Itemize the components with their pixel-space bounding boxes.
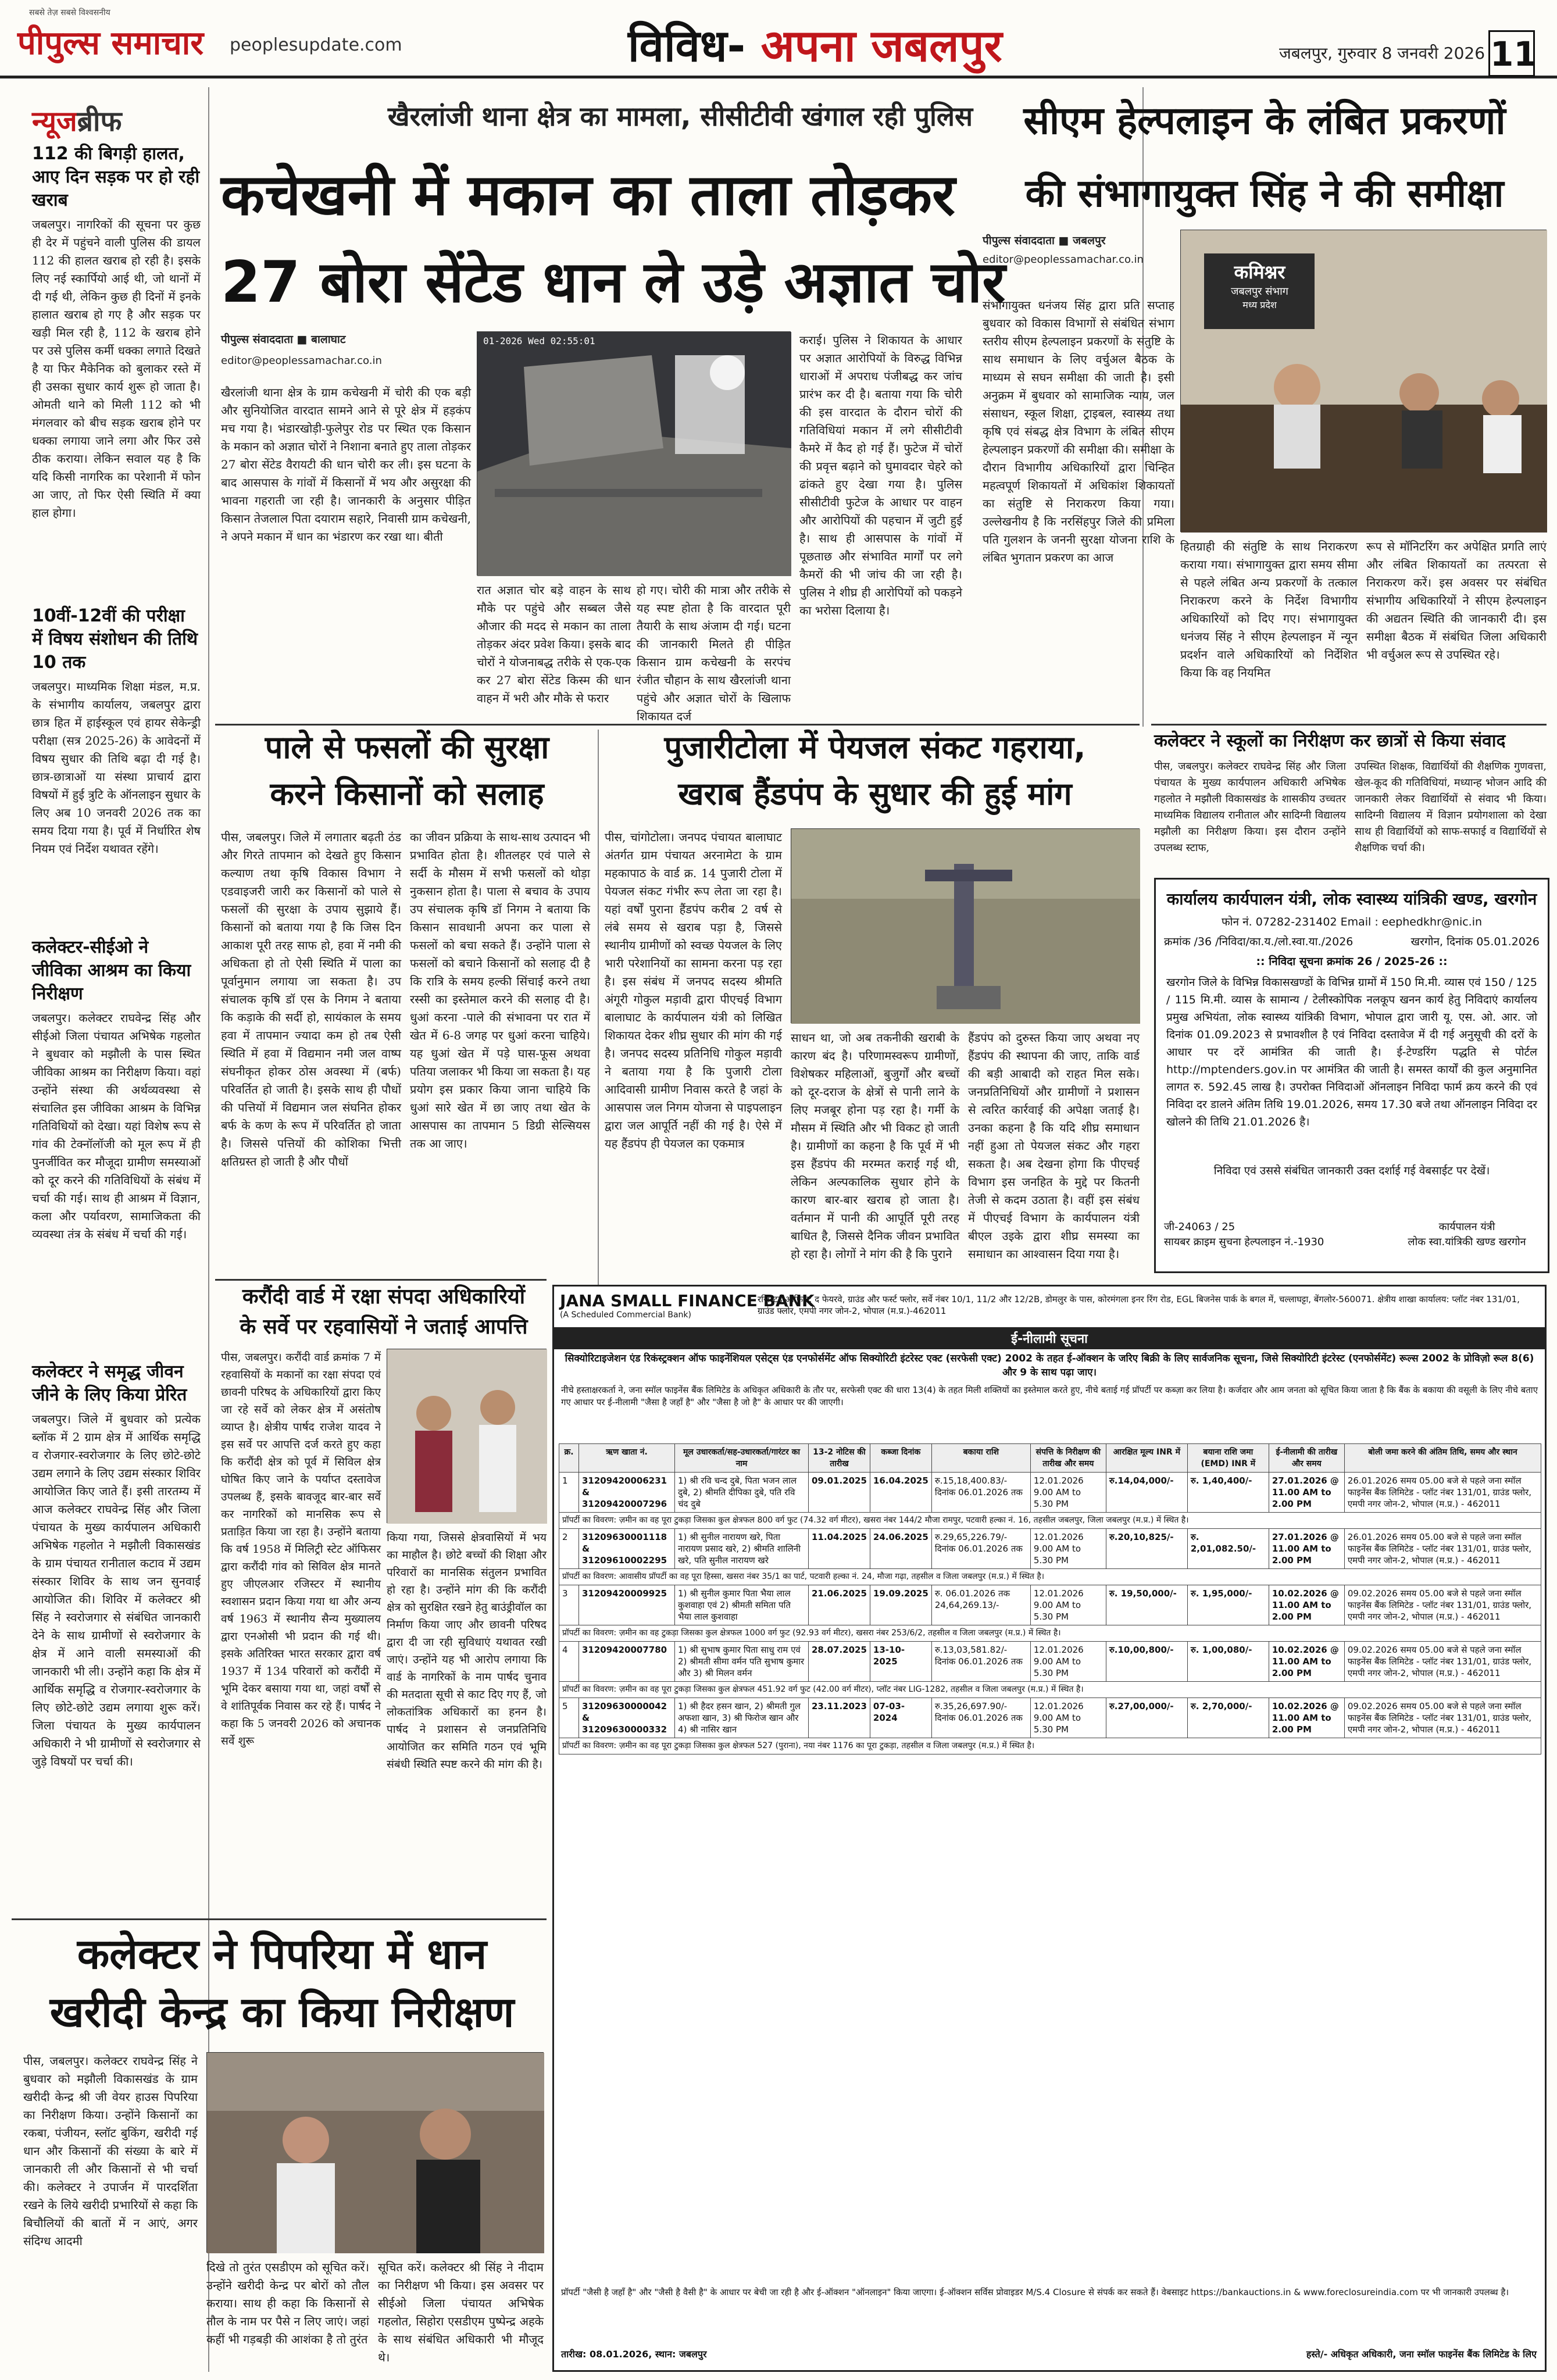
auction-cell-name: 1) श्री हैदर हसन खान, 2) श्रीमती गुल अफशा खान, 3) श्री फिरोज खान और 4) श्री नासिर खान (675, 1698, 809, 1738)
auction-cell-no: 2 (559, 1529, 579, 1569)
auction-detail-row (559, 1569, 1541, 1585)
section-divider (1151, 724, 1547, 726)
auction-detail-row (559, 1682, 1541, 1698)
auction-cell-no: 5 (559, 1698, 579, 1738)
auction-row (559, 1698, 1541, 1738)
auction-cell-auction: 10.02.2026 @ 11.00 AM to 2.00 PM (1269, 1642, 1344, 1682)
property-detail: प्रॉपर्टी का विवरण: ज़मीन का वह पूरा टुकड़ा जिसका कुल क्षेत्रफल 800 वर्ग फुट (74.32 वर्ग मीटर), खसरा नंबर 144/2 मौजा रामपुर, पटवारी हल्का नं. 16, तहसील जबलपुर, जिला जबलपुर (म.प्र.) में स्थित है। (559, 1513, 1541, 1529)
story7-column: पीस, जबलपुर। कलेक्टर राघवेन्द्र सिंह ने बुधवार को मझौली विकासखंड के ग्राम खरीदी केन्द्र श्री जी वेयर हाउस पिपरिया का निरीक्षण किया। उन्होंने किसानों का रकबा, पंजीयन, स्लॉट बुकिंग, खरीदी गई धान और किसानों की संख्या के बारे में जानकारी ली और किसानों से भी चर्चा की। कलेक्टर ने उपार्जन में पारदर्शिता रखने के लिये खरीदी प्रभारियों से कहा कि बिचौलियों की बातों में न आएं, अगर संदिग्ध आदमी (23, 2054, 198, 2248)
story4-column: पीस, जबलपुर। जिले में लगातार बढ़ती ठंड और गिरते तापमान को देखते हुए किसान कल्याण तथा कृषि विकास विभाग ने एडवाइजरी जारी कर किसानों को पाले से फसलों की सुरक्षा के उपाय सुझाये हैं। किसानों को बताया गया है कि जिस दिन आकाश पूरी तरह साफ हो, हवा में नमी की अधिकता हो तो ऐसी स्थिति में पाला का पूर्वानुमान लगाया जा सकता है। उप संचालक कृषि डॉ एस के निगम ने बताया कि कड़ाके की सर्दी हो, सायंकाल के समय हवा में तापमान ज्यादा कम हो तब ऐसी स्थिति में हवा में विद्यमान नमी जल वाष्प संघनीकृत होकर ठोस अवस्था में (बर्फ) परिवर्तित हो जाती है। इसके साथ ही पौधों की पत्तियों में विद्यमान जल संघनित होकर बर्फ के कण के रूप में परिवर्तित हो जाता है। जिससे पत्तियों की कोशिका भित्ती क्षतिग्रस्त हो जाती है और पौधों (221, 830, 401, 1168)
tender-ref: क्रमांक /36 /निविदा/का.य./लो.स्वा.या./2026 (1164, 935, 1354, 948)
auction-table-header (559, 1444, 1541, 1473)
column-header: मूल उधारकर्ता/सह-उधारकर्ता/गारंटर का नाम (675, 1444, 809, 1473)
column-header: बयाना राशि जमा (EMD) INR में (1187, 1444, 1269, 1473)
auction-cell-poss: 07-03-2024 (870, 1698, 931, 1738)
bank-signature: हस्ते/- अधिकृत अधिकारी, जना स्मॉल फाइनेंस बैंक लिमिटेड के लिए (1306, 2349, 1537, 2360)
auction-cell-no: 4 (559, 1642, 579, 1682)
brief-item (32, 142, 201, 640)
brief-body: जबलपुर। कलेक्टर राघवेन्द्र सिंह और सीईओ जिला पंचायत अभिषेक गहलोत ने बुधवार को मझौली के पास स्थित जीविका आश्रम का निरीक्षण किया। वहां उन्होंने संस्था की अर्थव्यवस्था से संचालित इस जीविका आश्रम के विभिन्न गतिविधियों को देखा। यहां विशेष रूप से गांव की टेक्नॉलॉजी को मूल रूप में ही पुनर्जीवित कर मौजूदा ग्रामीण समस्याओं को दूर करने की गतिविधियों के संबंध में चर्चा की गई। साथ ही आश्रम में विज्ञान, कला और पर्यावरण, सामाजिकता की व्यवस्था तंत्र के संबंध में चर्चा की गई। (32, 1011, 201, 1241)
story3-column: उपस्थित शिक्षक, विद्यार्थियों की शैक्षणिक गुणवत्ता, खेल-कूद की गतिविधियां, मध्यान्ह भोजन आदि की जानकारी लेकर विद्यार्थियों से संवाद भी किया। सादिग्नी विद्यालय में विज्ञान प्रयोगशाला को देखा साथ ही विद्यार्थियों को साफ-सफाई व विद्यार्थियों से शैक्षणिक चर्चा की। (1355, 760, 1547, 854)
story7-column: दिखे तो तुरंत एसडीएम को सूचित करें। उन्होंने खरीदी केन्द्र पर बोरों को तौल कराया। साथ ही कहा कि किसानों से तौल के नाम पर पैसे न लिए जाएं। जहां कहीं भी गड़बड़ी की आशंका है तो तुरंत (206, 2260, 369, 2346)
auction-cell-due: रु.13,03,581.82/- दिनांक 06.01.2026 तक (931, 1642, 1030, 1682)
story6-column: पीस, जबलपुर। करौंदी वार्ड क्रमांक 7 में रहवासियों के मकानों का रक्षा संपदा एवं छावनी परिषद के अधिकारियों द्वारा किए जा रहे सर्वे को लेकर क्षेत्र में असंतोष व्याप्त है। क्षेत्रीय पार्षद राजेश यादव ने इस सर्वे पर आपत्ति दर्ज करते हुए कहा कि करौंदी क्षेत्र को पूर्व में सिविल क्षेत्र घोषित किए जाने के पर्याप्त दस्तावेज उपलब्ध हैं, इसके बावजूद बार-बार सर्वे कर नागरिकों को मानसिक रूप से प्रताड़ित किया जा रहा है। उन्होंने बताया कि वर्ष 1958 में मिलिट्री स्टेट ऑफिसर द्वारा करौंदी गांव को सिविल क्षेत्र मानते हुए जीएलआर रजिस्टर में स्थानीय स्वशासन प्रदान किया गया था और अन्य वर्ष 1963 में स्थानीय सैन्य मुख्यालय द्वारा एनओसी भी प्रदान की गई थी। इसके अतिरिक्त भारत सरकार द्वारा वर्ष 1937 में 134 परिवारों को करौंदी में भूमि देकर बसाया गया था, जहां वर्षों से वे शांतिपूर्वक निवास कर रहे हैं। पार्षद ने कहा कि 5 जनवरी 2026 को अचानक सर्वे शुरू (221, 1351, 381, 1748)
auction-cell-auction: 27.01.2026 @ 11.00 AM to 2.00 PM (1269, 1473, 1344, 1513)
masthead (0, 0, 1557, 78)
bank-place-date: तारीख: 08.01.2026, स्थान: जबलपुर (561, 2349, 707, 2360)
auction-cell-due: रु.15,18,400.83/- दिनांक 06.01.2026 तक (931, 1473, 1030, 1513)
auction-cell-name: 1) श्री सुभाष कुमार पिता साधु राम एवं 2) श्रीमती सीमा वर्मन पति सुभाष कुमार और 3) श्री मिलन वर्मन (675, 1642, 809, 1682)
auction-detail-row (559, 1738, 1541, 1754)
auction-cell-last: 09.02.2026 समय 05.00 बजे से पहले जना स्मॉल फाइनेंस बैंक लिमिटेड - प्लॉट नंबर 131/01, ग्राउंड फ्लोर, एमपी नगर जोन-2, भोपाल (म.प्र.) - 462011 (1344, 1585, 1541, 1625)
story3-column: पीस, जबलपुर। कलेक्टर राघवेन्द्र सिंह और जिला पंचायत के मुख्य कार्यपालन अधिकारी अभिषेक गहलोत ने मझौली विकासखंड के शासकीय उच्चतर माध्यमिक विद्यालय रानीताल और सादिग्नी विद्यालय मझौली का निरीक्षण किया। इस दौरान उन्होंने उपलब्ध स्टाफ, (1154, 760, 1346, 854)
brief-headline: कलेक्टर ने समृद्ध जीवन जीने के लिए किया प्रेरित (32, 1361, 187, 1405)
handpump-image (791, 829, 1140, 1024)
story5-column: साधन था, जो अब तकनीकी खराबी के कारण बंद है। परिणामस्वरूप ग्रामीणों, विशेषकर महिलाओं, बुजुर्गों और बच्चों को दूर-दराज के क्षेत्रों से पानी लाने के लिए मजबूर होना पड़ रहा है। गर्मी के मौसम में स्थिति और भी विकट हो जाती है। ग्रामीणों का कहना है कि पूर्व में भी इस हैंडपंप की मरम्मत कराई गई थी, लेकिन अल्पकालिक सुधार होने के कारण बार-बार खराब हो जाता है। वर्तमान में पानी की आपूर्ति पूरी तरह बाधित है, जिससे दैनिक जीवन प्रभावित हो रहा है। लोगों ने मांग की है कि पुराने (791, 1031, 959, 1261)
tender-footer-text: कार्यपालन यंत्री (1438, 1221, 1495, 1233)
auction-cell-emd: रु. 2,01,082.50/- (1187, 1529, 1269, 1569)
story2-byline-block (983, 233, 1174, 266)
auction-cell-auction: 10.02.2026 @ 11.00 AM to 2.00 PM (1269, 1585, 1344, 1625)
bank-intro: नीचे हस्ताक्षरकर्ता ने, जना स्मॉल फाइनेंस बैंक लिमिटेड के अधिकृत अधिकारी के तौर पर, सरफेसी एक्ट की धारा 13(4) के तहत मिली शक्तियों का इस्तेमाल करते हुए, नीचे बताई गई प्रॉपर्टी पर कब्ज़ा कर लिया है। कर्जदार और आम जनता को सूचित किया जाता है कि बैंक के बकाया की वसूली के लिए नीचे बताए गए आधार पर ई-नीलामी "जैसा है जहाँ है" और "जैसा है जो है" के आधार पर की जाएगी। (561, 1385, 1538, 1407)
column-header: बोली जमा करने की अंतिम तिथि, समय और स्थान (1344, 1444, 1541, 1473)
brief-body: जबलपुर। माध्यमिक शिक्षा मंडल, म.प्र. के संभागीय कार्यालय, जबलपुर द्वारा छात्र हित में हाईस्कूल एवं हायर सेकेन्ड्री परीक्षा (सत्र 2025-26) के आवेदनों में विषय सुधार की तिथि बढ़ा दी गई है। छात्र-छात्राओं या संस्था प्राचार्य द्वारा विषयों में हुई त्रुटि के ऑनलाइन सुधार के लिए अब 10 जनवरी 2026 तक का समय दिया गया है। पूर्व में निर्धारित शेष नियम एवं निर्देश यथावत रहेंगे। (32, 680, 201, 856)
auction-cell-insp: 12.01.2026 9.00 AM to 5.30 PM (1030, 1585, 1106, 1625)
auction-cell-last: 26.01.2026 समय 05.00 बजे से पहले जना स्मॉल फाइनेंस बैंक लिमिटेड - प्लॉट नंबर 131/01, ग्राउंड फ्लोर, एमपी नगर जोन-2, भोपाल (म.प्र.) - 462011 (1344, 1529, 1541, 1569)
auction-cell-no: 1 (559, 1473, 579, 1513)
story2-column: रूप से मॉनिटरिंग कर अपेक्षित प्रगति लाएं और लंबित शिकायतों का तत्परता से निराकरण करें। इस अवसर पर संबंधित संभागीय अधिकारियों ने सीएम हेल्पलाइन की अद्यतन स्थिति की जानकारी दी। इस समीक्षा बैठक में संबंधित जिला अधिकारी भी वर्चुअल रूप से उपस्थित रहे। (1366, 539, 1547, 662)
tender-footer-left (1164, 1220, 1324, 1250)
bank-address: रजिस्टर्ड ऑफिस: द फेयरवे, ग्राउंड और फर्स्ट फ्लोर, सर्वे नंबर 10/1, 11/2 और 12/2B, डोमलुर के पास, कोरमंगला इनर रिंग रोड, EGL बिजनेस पार्क के बगल में, चल्लाघट्टा, बेंगलोर-560071. क्षेत्रीय शाखा कार्यालय: प्लॉट नंबर 131/01, ग्राउंड फ्लोर, एमपी नगर जोन-2, भोपाल (म.प्र.)-462011 (758, 1294, 1520, 1316)
section-divider (215, 1279, 547, 1281)
auction-cell-reserve: रु.10,00,800/- (1106, 1642, 1187, 1682)
story4-headline-1[interactable]: पाले से फसलों की सुरक्षा (265, 729, 549, 766)
column-header: कब्जा दिनांक (870, 1444, 931, 1473)
column-header: ई-नीलामी की तारीख और समय (1269, 1444, 1344, 1473)
story7-headline-2[interactable]: खरीदी केन्द्र का किया निरीक्षण (49, 1988, 515, 2036)
auction-cell-poss: 16.04.2025 (870, 1473, 931, 1513)
story3-headline[interactable]: कलेक्टर ने स्कूलों का निरीक्षण कर छात्रों से किया संवाद (1154, 731, 1506, 751)
bank-name-text: JANA SMALL FINANCE BANK (560, 1291, 815, 1310)
auction-cell-insp: 12.01.2026 9.00 AM to 5.30 PM (1030, 1529, 1106, 1569)
story1-headline-2[interactable]: 27 बोरा सेंटेड धान ले उड़े अज्ञात चोर (221, 249, 1006, 316)
auction-detail-row (559, 1625, 1541, 1642)
handpump-photo (791, 828, 1140, 1023)
auction-cell-d132: 23.11.2023 (809, 1698, 870, 1738)
auction-cell-loan: 31209420007780 (579, 1642, 675, 1682)
byline-email: editor@peoplessamachar.co.in (983, 253, 1144, 266)
auction-cell-d132: 09.01.2025 (809, 1473, 870, 1513)
story7-photo (206, 2052, 544, 2253)
auction-cell-insp: 12.01.2026 9.00 AM to 5.30 PM (1030, 1473, 1106, 1513)
property-detail: प्रॉपर्टी का विवरण: ज़मीन का वह टुकड़ा जिसका कुल क्षेत्रफल 1000 वर्ग फुट (92.93 वर्ग मीटर), खसरा नंबर 253/6/2, तहसील व जिला जबलपुर (म.प्र.) में स्थित है। (559, 1625, 1541, 1642)
section-title-a: विविध- (628, 20, 746, 72)
auction-cell-reserve: रु. 19,50,000/- (1106, 1585, 1187, 1625)
auction-detail-row (559, 1513, 1541, 1529)
auction-table-body (559, 1473, 1541, 1754)
byline-email: editor@peoplessamachar.co.in (221, 355, 382, 367)
column-header: क्र. (559, 1444, 579, 1473)
byline: पीपुल्स संवाददाता ■ बालाघाट (221, 333, 346, 346)
story1-kicker: खैरलांजी थाना क्षेत्र का मामला, सीसीटीवी खंगाल रही पुलिस (387, 101, 973, 132)
story1-column: हो गए। चोरी की मात्रा और तरीके से यह स्पष्ट होता है कि वारदात पूरी तैयारी के साथ अंजाम दी गई। घटना की जानकारी मिलते ही पीड़ित किसान ग्राम कचेखनी के सरपंच रंजीत चौहान के साथ खैरलांजी थाना पहुंचे और अज्ञात चोरों के खिलाफ शिकायत दर्ज (637, 583, 791, 723)
auction-row (559, 1642, 1541, 1682)
photo-sign-line: मध्य प्रदेश (1242, 299, 1277, 310)
brief-headline: 10वीं-12वीं की परीक्षा में विषय संशोधन की तिथि 10 तक (32, 606, 198, 673)
story5-column: पीस, चांगोटोला। जनपद पंचायत बालाघाट अंतर्गत ग्राम पंचायत अरनामेटा के ग्राम महकापाठ के वार्ड क्र. 14 पुजारी टोला में पेयजल संकट गंभीर रूप लेता जा रहा है। यहां वर्षों पुराना हैंडपंप करीब 2 वर्ष से लंबे समय से खराब पड़ा है, जिससे स्थानीय ग्रामीणों को स्वच्छ पेयजल के लिए भारी परेशानियों का सामना करना पड़ रहा है। इस संबंध में जनपद सदस्य श्रीमति अंगूरी गोकुल मड़ावी द्वारा पीएचई विभाग बालाघाट के कार्यपालन यंत्री को लिखित शिकायत देकर शीघ्र सुधार की मांग की गई है। जनपद सदस्य प्रतिनिधि गोकुल मड़ावी ने बताया गया है कि पुजारी टोला आदिवासी ग्रामीण निवास करते है जहां के आसपास जल निगम योजना से पाइपलाइन द्वारा जल आपूर्ति नहीं की गई है। ऐसे में यह हैंडपंप ही पेयजल का एकमात्र (605, 830, 782, 1150)
story1-photo (477, 331, 791, 576)
story2-headline-1[interactable]: सीएम हेल्पलाइन के लंबित प्रकरणों (1023, 98, 1506, 143)
auction-cell-auction: 27.01.2026 @ 11.00 AM to 2.00 PM (1269, 1529, 1344, 1569)
property-detail: प्रॉपर्टी का विवरण: आवासीय प्रॉपर्टी का वह पूरा हिस्सा, खसरा नंबर 35/1 का पार्ट, पटवारी हल्का नं. 24, मौजा गढ़ा, तहसील व जिला जबलपुर (म.प्र.) में स्थित है। (559, 1569, 1541, 1585)
auction-cell-d132: 28.07.2025 (809, 1642, 870, 1682)
auction-cell-due: रु.35,26,697.90/- दिनांक 06.01.2026 तक (931, 1698, 1030, 1738)
story1-column: कराई। पुलिस ने शिकायत के आधार पर अज्ञात आरोपियों के विरुद्ध विभिन्न धाराओं में अपराध पंजीबद्ध कर जांच प्रारंभ कर दी है। बताया गया कि चोरी की इस वारदात के दौरान चोरों की गतिविधियां मकान में लगे सीसीटीवी कैमरे में कैद हो गई हैं। फुटेज में चोरों की प्रवृत्त बढ़ाने को घुमावदार चेहरे को ढांकते हुए देखा गया है। पुलिस सीसीटीवी फुटेज के आधार पर वाहन और आरोपियों की पहचान में जुटी हुई है। साथ ही आसपास के गांवों में पूछताछ और संभावित मार्गों पर लगे कैमरों की भी जांच की जा रही है। पुलिस ने शीघ्र ही आरोपियों को पकड़ने का भरोसा दिलाया है। (799, 333, 962, 617)
auction-table (559, 1443, 1541, 1754)
auction-cell-loan: 31209420009925 (579, 1585, 675, 1625)
auction-cell-poss: 19.09.2025 (870, 1585, 931, 1625)
auction-cell-reserve: रु.14,04,000/- (1106, 1473, 1187, 1513)
tender-notice (1154, 878, 1549, 1273)
auction-cell-last: 09.02.2026 समय 05.00 बजे से पहले जना स्मॉल फाइनेंस बैंक लिमिटेड - प्लॉट नंबर 131/01, ग्राउंड फ्लोर, एमपी नगर जोन-2, भोपाल (म.प्र.) - 462011 (1344, 1642, 1541, 1682)
story2-column: संभागायुक्त धनंजय सिंह द्वारा प्रति सप्ताह बुधवार को विकास विभागों से संबंधित संभाग स्तरीय सीएम हेल्पलाइन प्रकरणों के संतुष्टि के साथ समाधान के लिए वर्चुअल बैठक के माध्यम से सघन समीक्षा की जाती है। इसी अनुक्रम में बुधवार को सामाजिक न्याय, जल संसाधन, स्कूल शिक्षा, ट्राइबल, स्वास्थ्य तथा कृषि एवं संबद्ध क्षेत्र विभाग के लंबित सीएम हेल्पलाइन प्रकरणों की समीक्षा की। समीक्षा के दौरान विभागीय अधिकारियों द्वारा चिन्हित महत्वपूर्ण शिकायतों में अधिकांश शिकायतों का संतुष्टि से निराकरण किया गया। उल्लेखनीय है कि नरसिंहपुर जिले की प्रमिला पति गुलशन के जननी सुरक्षा योजना राशि के लंबित भुगतान प्रकरण का आज (983, 298, 1174, 564)
brief-body: जबलपुर। नागरिकों की सूचना पर कुछ ही देर में पहुंचने वाली पुलिस की डायल 112 की हालत खराब हो रही है। इसके लिए नई स्कार्पियो आई थी, जो थानों में दी गई थी, लेकिन कुछ ही दिनों में इनके हालात खराब हो गए है और सड़क पर खड़ी मिल रही है, 112 के खराब होने पर उसे पुलिस कर्मी धक्का लगाते दिखते है या फिर मैकेनिक को बुलाकर रस्ते में ही उसका सुधार कार्य शुरू हो जाता है। ओमती थाने को मिली 112 को भी मंगलवार को बीच सड़क खराब होने पर धक्का लगाया जाने लगा और फिर उसे ठीक कराया। लेकिन सवाल यह है कि यदि किसी नागरिक का परेशानी में फोन आ जाए, तो फिर ऐसी स्थिति में क्या हाल होगा। (32, 217, 201, 520)
brief-headline: कलेक्टर-सीईओ ने जीविका आश्रम का किया निरीक्षण (32, 937, 191, 1004)
brief-item (32, 605, 201, 963)
bank-notice-label: ई-नीलामी सूचना (554, 1327, 1545, 1349)
auction-cell-poss: 13-10-2025 (870, 1642, 931, 1682)
story2-headline-2[interactable]: की संभागायुक्त सिंह ने की समीक्षा (1025, 171, 1504, 216)
auction-cell-loan: 31209420006231 & 31209420007296 (579, 1473, 675, 1513)
column-header: संपत्ति के निरीक्षण की तारीख और समय (1030, 1444, 1106, 1473)
page-number: 11 (1488, 30, 1535, 77)
news-brief-title (32, 102, 122, 140)
column-header: बकाया राशि (931, 1444, 1030, 1473)
auction-cell-name: 1) श्री सुनील नारायण खरे, पिता नारायण प्रसाद खरे, 2) श्रीमति शालिनी खरे, पति सुनील नारायण खरे (675, 1529, 809, 1569)
bank-auction-notice (552, 1285, 1547, 2372)
story6-column: किया गया, जिससे क्षेत्रवासियों में भय का माहौल है। छोटे बच्चों की शिक्षा और परिवारों का मानसिक संतुलन प्रभावित हो रहा है। उन्होंने मांग की कि करौंदी क्षेत्र को सुरक्षित रखने हेतु बाउंड्रीवॉल का निर्माण किया जाए और छावनी परिषद द्वारा दी जा रही सुविधाएं यथावत रखी जाएं। उन्होंने यह भी आरोप लगाया कि वार्ड के नागरिकों के नाम पार्षद चुनाव की मतदाता सूची से काट दिए गए हैं, जो लोकतांत्रिक अधिकारों का हनन है। पार्षद ने प्रशासन से जनप्रतिनिधि आयोजित कर समिति गठन एवं भूमि संबंधी स्थिति स्पष्ट करने की मांग की है। (387, 1531, 547, 1771)
story2-column: हितग्राही की संतुष्टि के साथ निराकरण कराया गया। संभागायुक्त द्वारा समय सीमा से पहले लंबित अन्य प्रकरणों के तत्काल निराकरण करने के निर्देश विभागीय अधिकारियों को दिए गए। संभागायुक्त धनंजय सिंह ने सीएम हेल्पलाइन में न्यून प्रदर्शन वाले अधिकारियों को निर्देशित किया कि वह नियमित (1180, 539, 1358, 680)
tender-note: निविदा एवं उससे संबंधित जानकारी उक्त दर्शाई गई वेबसाईट पर देखें। (1213, 1164, 1490, 1177)
auction-cell-auction: 10.02.2026 @ 11.00 AM to 2.00 PM (1269, 1698, 1344, 1738)
section-divider (215, 724, 1140, 726)
auction-cell-loan: 31209630001118 & 31209610002295 (579, 1529, 675, 1569)
brief-item (32, 1360, 201, 1957)
photo-sign (1209, 259, 1310, 311)
story1-column: खैरलांजी थाना क्षेत्र के ग्राम कचेखनी में चोरी की एक बड़ी और सुनियोजित वारदात सामने आने से पूरे क्षेत्र में हड़कंप मच गया है। भंडारखोड़ी-फुलेपुर रोड पर स्थित एक किसान के मकान को अज्ञात चोरों ने निशाना बनाते हुए ताला तोड़कर 27 बोरा सेंटेड वैरायटी की धान चोरी कर ली। इस घटना के बाद आसपास के गांवों में किसानों में भय और असुरक्षा की भावना गहराती जा रही है। जानकारी के अनुसार पीड़ित किसान तेजलाल पिता दयाराम सहारे, निवासी ग्राम कचेखनी, ने अपने मकान में धान का भंडारण कर रखा था। बीती (221, 385, 471, 544)
tender-body: खरगोन जिले के विभिन्न विकासखण्डों के विभिन्न ग्रामों में 150 मि.मी. व्यास एवं 150 / 125 / 115 मि.मी. व्यास के सामान्य / टेलीस्कोपिक नलकूप खनन कार्य हेतु निविदाएं कार्यालय प्रमुख अभियंता, लोक स्वास्थ्य यांत्रिकी विभाग, भोपाल द्वारा जारी यू. एस. ओ. आर. जो दिनांक 01.09.2023 से प्रभावशील है एवं निविदा दस्तावेज में दी गई अनुसूची की दरों के आधार पर दरें आमंत्रित की जाती है। ई-टेण्डरिंग पद्धति से पोर्टल http://mptenders.gov.in पर आमंत्रित की जाती है। समस्त कार्यों की कुल अनुमानित लागत रु. 592.45 लाख है। उपरोक्त निविदाओं ऑनलाइन निविदा फार्म क्रय करने की एवं निविदा दर डालने अंतिम तिथि 19.01.2026, समय 17.30 बजे तथा ऑनलाइन निविदा दर खोलने की तिथि 21.01.2026 है। (1166, 976, 1538, 1128)
brief-title-b: ब्रीफ (77, 105, 122, 138)
auction-cell-no: 3 (559, 1585, 579, 1625)
story6-headline-2[interactable]: के सर्वे पर रहवासियों ने जताई आपत्ति (240, 1315, 528, 1339)
story4-headline-2[interactable]: करने किसानों को सलाह (270, 776, 544, 812)
tender-date: खरगोन, दिनांक 05.01.2026 (1410, 935, 1540, 948)
auction-cell-insp: 12.01.2026 9.00 AM to 5.30 PM (1030, 1698, 1106, 1738)
story1-headline-1[interactable]: कचेखनी में मकान का ताला तोड़कर (221, 162, 955, 228)
auction-cell-emd: रु. 2,70,000/- (1187, 1698, 1269, 1738)
brief-body: जबलपुर। जिले में बुधवार को प्रत्येक ब्लॉक में 2 ग्राम क्षेत्र में आर्थिक समृद्धि व रोजगार-स्वरोजगार के लिए छोटे-छोटे उद्यम लगाने के लिए उद्यम संस्कार शिविर आयोजित किए जाते हैं। इसी तारतम्य में आज कलेक्टर राघवेन्द्र सिंह और जिला पंचायत के मुख्य कार्यपालन अधिकारी अभिषेक गहलोत ने मझौली विकासखंड के ग्राम पंचायत रानीताल कटाव में उद्यम संस्कार शिविर के साथ जन सुनवाई आयोजित की। शिविर में कलेक्टर श्री सिंह ने स्वरोजगार से संबंधित जानकारी देने के साथ ग्रामीणों से स्वरोजगार के क्षेत्र में आने वाली समस्याओं की जानकारी भी ली। उन्होंने कहा कि क्षेत्र में आर्थिक समृद्धि व रोजगार-स्वरोजगार के लिए छोटे-छोटे उद्यम लगाया शुरू करें। जिला पंचायत के मुख्य कार्यपालन अधिकारी ने भी ग्रामीणों से स्वरोजगार से जुड़े विषयों पर चर्चा की। (32, 1412, 201, 1768)
auction-cell-d132: 21.06.2025 (809, 1585, 870, 1625)
brief-item (32, 936, 201, 1381)
story5-headline-2[interactable]: खराब हैंडपंप के सुधार की हुई मांग (678, 776, 1072, 812)
column-divider (598, 730, 599, 1288)
bank-footer-note: प्रॉपर्टी "जैसी है जहाँ है" और "जैसी है वैसी है" के आधार पर बेची जा रही है और ई-ऑक्शन "ऑनलाइन" किया जाएगा। ई-ऑक्शन सर्विस प्रोवाइडर M/S.4 Closure से संपर्क कर सकते हैं। वेबसाइट https://bankauctions.in & www.foreclosureindia.com पर भी जानकारी उपलब्ध है। (561, 2287, 1509, 2297)
site-url[interactable]: peoplesupdate.com (230, 35, 402, 55)
story5-column: हैंडपंप को दुरुस्त किया जाए अथवा नए हैंडपंप की स्थापना की जाए, ताकि वार्ड की बड़ी आबादी को राहत मिल सके। जनप्रतिनिधियों और ग्रामीणों ने प्रशासन से त्वरित कार्रवाई की अपेक्षा जताई है। उनका कहना है कि यदि शीघ्र समाधान नहीं हुआ तो पेयजल संकट और गहरा सकता है। अब देखना होगा कि पीएचई विभाग इस जनहित के मुद्दे पर कितनी तेजी से कदम उठाता है। वहीं इस संबंध में पीएचई विभाग के कार्यपालन यंत्री बीएल उइके द्वारा शीघ्र समस्या का समाधान का आश्वासन दिया गया है। (968, 1031, 1140, 1261)
story4-column: का जीवन प्रक्रिया के साथ-साथ उत्पादन भी प्रभावित होता है। शीतलहर एवं पाले से सर्दी के मौसम में सभी फसलों को थोड़ा नुकसान होता है। पाला से बचाव के उपाय उप संचालक कृषि डॉ निगम ने बताया कि किसान सावधानी अपना कर पाला से फसलों को बचा सकते हैं। उन्होंने पाला से फसलों को बचाने किसानों को सलाह दी है कि रात्रि के समय हल्की सिंचाई करने तथा रस्सी का इस्तेमाल करने की सलाह दी है। धुआं करना -पाले की संभावना पर रात में खेत में 6-8 जगह पर धुआं करना चाहिये। यह धुआं खेत में पड़े घास-फूस अथवा पतिया जलाकर भी किया जा सकता है। यह प्रयोग इस प्रकार किया जाना चाहिये कि धुआं सारे खेत में छा जाए तथा खेत के आसपास का तापमान 5 डिग्री सेल्सियस तक आ जाए। (410, 830, 590, 1150)
auction-cell-reserve: रु.20,10,825/- (1106, 1529, 1187, 1569)
byline: पीपुल्स संवाददाता ■ जबलपुर (983, 234, 1106, 247)
inspection-image (207, 2053, 544, 2253)
tender-phone: फोन नं. 07282-231402 Email : eephedkhr@nic.in (1221, 916, 1483, 928)
auction-cell-name: 1) श्री रवि चन्द दुबे, पिता भजन लाल दुबे, 2) श्रीमति दीपिका दुबे, पति रवि चंद दुबे (675, 1473, 809, 1513)
tender-ref-row (1156, 931, 1548, 953)
tender-title: कार्यालय कार्यपालन यंत्री, लोक स्वास्थ्य यांत्रिकी खण्ड, खरगोन (1166, 889, 1537, 909)
story2-photo (1180, 230, 1547, 532)
auction-cell-last: 26.01.2026 समय 05.00 बजे से पहले जना स्मॉल फाइनेंस बैंक लिमिटेड - प्लॉट नंबर 131/01, ग्राउंड फ्लोर, एमपी नगर जोन-2, भोपाल (म.प्र.) - 462011 (1344, 1473, 1541, 1513)
column-header: ऋण खाता नं. (579, 1444, 675, 1473)
tender-footer-text: सायबर क्राइम सुचना हेल्पलाइन नं.-1930 (1164, 1236, 1324, 1248)
tender-footer-right (1388, 1220, 1545, 1250)
logo-text: पीपुल्स समाचार (17, 24, 204, 62)
delegation-image (387, 1349, 547, 1524)
auction-cell-emd: रु. 1,95,000/- (1187, 1585, 1269, 1625)
property-detail: प्रॉपर्टी का विवरण: ज़मीन का वह पूरा टुकड़ा जिसका कुल क्षेत्रफल 527 (पुराना), नया नंबर 1176 का पूरा टुकड़ा, तहसील व जिला जबलपुर (म.प्र.) में स्थित है। (559, 1738, 1541, 1754)
bank-notice-title: सिक्योरिटाइजेशन एंड रिकंस्ट्रक्शन ऑफ फाइनेंशियल एसेट्स एंड एनफोर्समेंट ऑफ सिक्योरिटी इंटरेस्ट एक्ट (सरफेसी एक्ट) 2002 के तहत ई-ऑक्शन के जरिए बिक्री के लिए सार्वजनिक सूचना, जिसे सिक्योरिटी इंटरेस्ट (एनफोर्समेंट) रूल्स 2002 के प्रोविज़ो रूल 8(6) और 9 के साथ पढ़ा जाए। (565, 1353, 1534, 1378)
photo-sign-line: कमिश्नर (1234, 261, 1285, 283)
auction-cell-name: 1) श्री सुनील कुमार पिता भैया लाल कुशवाहा एवं 2) श्रीमती समिता पति भैया लाल कुशवाहा (675, 1585, 809, 1625)
brief-title-a: न्यूज (32, 105, 77, 138)
story6-headline-1[interactable]: करौंदी वार्ड में रक्षा संपदा अधिकारियों (242, 1285, 526, 1309)
tender-notice-number: :: निविदा सूचना क्रमांक 26 / 2025-26 :: (1256, 955, 1448, 968)
auction-cell-last: 09.02.2026 समय 05.00 बजे से पहले जना स्मॉल फाइनेंस बैंक लिमिटेड - प्लॉट नंबर 131/01, ग्राउंड फ्लोर, एमपी नगर जोन-2, भोपाल (म.प्र.) - 462011 (1344, 1698, 1541, 1738)
story6-photo (387, 1349, 547, 1523)
tender-footer-text: लोक स्वा.यांत्रिकी खण्ड खरगोन (1408, 1236, 1526, 1248)
auction-cell-loan: 31209630000042 & 31209630000332 (579, 1698, 675, 1738)
story1-column: रात अज्ञात चोर बड़े वाहन के साथ मौके पर पहुंचे और सब्बल जैसे औजार की मदद से मकान का ताला तोड़कर अंदर प्रवेश किया। इसके बाद चोरों ने योजनाबद्ध तरीके से एक-एक कर 27 बोरा सेंटेड किस्म की धान वाहन में भरी और मौके से फरार (477, 583, 631, 705)
auction-cell-due: रु. 06.01.2026 तक 24,64,269.13/- (931, 1585, 1030, 1625)
section-title (628, 15, 1002, 74)
section-title-b: अपना जबलपुर (760, 20, 1002, 72)
story1-byline-block (221, 331, 471, 367)
auction-row (559, 1585, 1541, 1625)
auction-cell-d132: 11.04.2025 (809, 1529, 870, 1569)
dateline: जबलपुर, गुरुवार 8 जनवरी 2026 (1279, 44, 1485, 63)
story5-headline-1[interactable]: पुजारीटोला में पेयजल संकट गहराया, (664, 729, 1086, 766)
newspaper-logo[interactable] (17, 8, 204, 64)
story7-headline-1[interactable]: कलेक्टर ने पिपरिया में धान (77, 1929, 487, 1978)
auction-cell-reserve: रु.27,00,000/- (1106, 1698, 1187, 1738)
auction-cell-emd: रु. 1,00,080/- (1187, 1642, 1269, 1682)
property-detail: प्रॉपर्टी का विवरण: ज़मीन का वह पूरा टुकड़ा जिसका कुल क्षेत्रफल 451.92 वर्ग फुट (42.00 वर्ग मीटर), प्लॉट नंबर LIG-1282, तहसील व जिला जबलपुर (म.प्र.) में स्थित है। (559, 1682, 1541, 1698)
auction-cell-due: रु.29,65,226.79/- दिनांक 06.01.2026 तक (931, 1529, 1030, 1569)
photo-timestamp: 01-2026 Wed 02:55:01 (483, 335, 595, 346)
brief-headline: 112 की बिगड़ी हालत, आए दिन सड़क पर हो रही खराब (32, 144, 200, 210)
section-divider (12, 1918, 547, 1920)
auction-row (559, 1529, 1541, 1569)
auction-cell-insp: 12.01.2026 9.00 AM to 5.30 PM (1030, 1642, 1106, 1682)
photo-sign-line: जबलपुर संभाग (1231, 285, 1288, 298)
cctv-image (477, 332, 791, 576)
auction-cell-poss: 24.06.2025 (870, 1529, 931, 1569)
logo-tagline: सबसे तेज़ सबसे विश्वसनीय (29, 8, 110, 17)
column-header: 13-2 नोटिस की तारीख (809, 1444, 870, 1473)
bank-name-sub: (A Scheduled Commercial Bank) (560, 1310, 691, 1320)
auction-cell-emd: रु. 1,40,400/- (1187, 1473, 1269, 1513)
tender-footer-text: जी-24063 / 25 (1164, 1221, 1235, 1233)
story7-column: सूचित करें। कलेक्टर श्री सिंह ने नीदाम का निरीक्षण भी किया। इस अवसर पर सीईओ जिला पंचायत अभिषेक गहलोत, सिहोरा एसडीएम पुष्पेन्द्र अहके के साथ संबंधित अधिकारी भी मौजूद थे। (378, 2260, 544, 2364)
column-header: आरक्षित मूल्य INR में (1106, 1444, 1187, 1473)
auction-row (559, 1473, 1541, 1513)
